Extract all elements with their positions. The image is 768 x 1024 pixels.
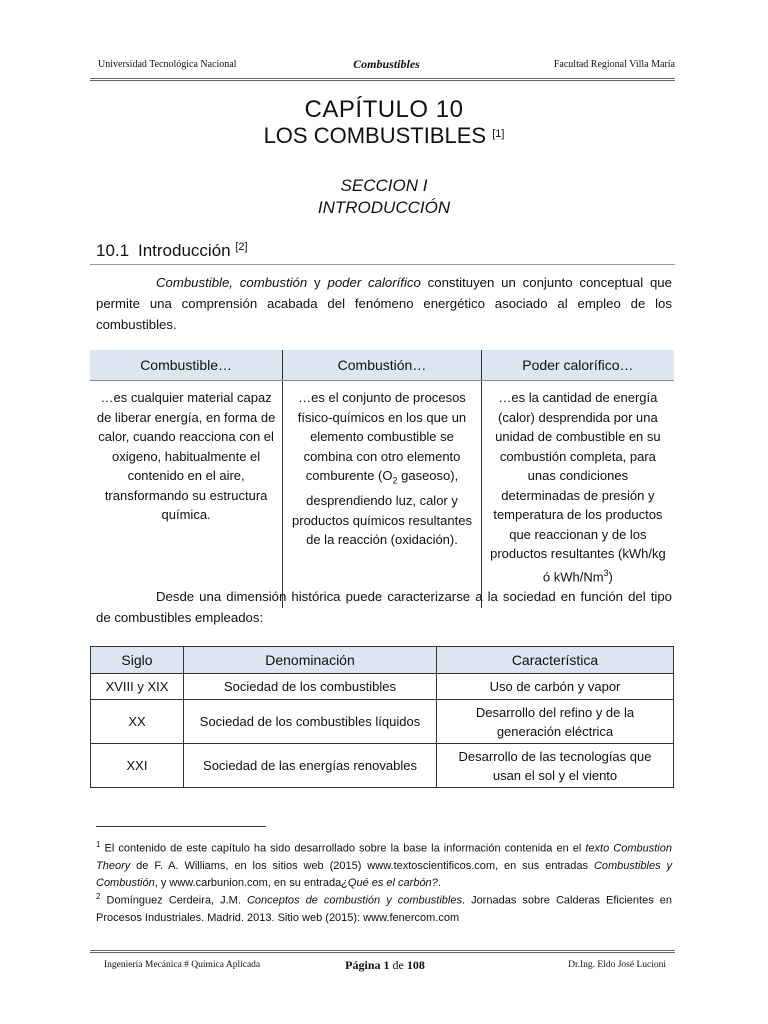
hist-denominacion: Sociedad de los combustibles	[184, 674, 437, 700]
fn1-text-c: , y www.carbunion.com, en su entrada	[154, 876, 342, 889]
fn1-text-b: de F. A. Williams, en los sitios web (2015) www.textoscientificos.com, en sus entradas	[130, 859, 594, 872]
def-poder-sup: 3	[603, 567, 609, 578]
history-text: Desde una dimensión histórica puede caracterizarse a la sociedad en función del tipo de combustibles empleados:	[96, 589, 672, 625]
hist-siglo: XX	[91, 700, 184, 744]
footnote-1	[96, 836, 672, 892]
footnote-rule	[96, 826, 266, 827]
footer-rule	[90, 950, 675, 953]
hist-header-caracteristica: Característica	[437, 647, 674, 674]
header-university: Universidad Tecnológica Nacional	[98, 59, 237, 70]
def-combustion-text-a: …es el conjunto de procesos físico-químicos en los que un elemento combustible se combina con otro elemento comburente (O	[297, 390, 467, 483]
definitions-body-row	[90, 381, 674, 609]
hist-caracteristica: Uso de carbón y vapor	[437, 674, 674, 700]
hist-siglo: XXI	[91, 744, 184, 788]
fn1-em3: ¿Qué es el carbón?	[341, 876, 438, 889]
footnote-2	[96, 888, 672, 927]
hist-denominacion: Sociedad de los combustibles líquidos	[184, 700, 437, 744]
section-heading	[96, 241, 248, 261]
page-header	[98, 56, 675, 74]
footer-author: Dr.Ing. Eldo José Lucioni	[568, 960, 666, 970]
heading-title: Introducción	[138, 241, 231, 260]
hist-caracteristica: Desarrollo de las tecnologías que usan el sol y el viento	[437, 744, 674, 788]
def-header-combustible: Combustible…	[90, 350, 283, 381]
fn1-em2: Combustibles y Combustión	[96, 859, 673, 889]
fn2-em: Conceptos de combustión y combustibles	[246, 894, 462, 907]
fn1-text-a: El contenido de este capítulo ha sido desarrollado sobre la base la información contenida en el	[100, 842, 586, 855]
table-row	[91, 744, 674, 788]
intro-rest: constituyen un conjunto conceptual que permite una comprensión acabada del fenómeno energético asociado al empleo de los combustibles.	[96, 275, 672, 332]
history-table	[90, 646, 674, 788]
page-current: 1	[383, 958, 390, 972]
header-faculty: Facultad Regional Villa María	[553, 59, 675, 70]
section-title: INTRODUCCIÓN	[317, 198, 451, 217]
chapter-title: CAPÍTULO 10	[304, 96, 464, 123]
fn1-text-d: .	[437, 876, 441, 889]
footer-course: Ingeniería Mecánica # Química Aplicada	[104, 960, 261, 970]
hist-denominacion: Sociedad de las energías renovables	[184, 744, 437, 788]
intro-em2: poder calorífico	[327, 275, 421, 290]
fn2-text-b: . Jornadas sobre Calderas Eficientes en Procesos Industriales. Madrid. 2013. Sitio web (2015): www.fenercom.com	[96, 894, 672, 924]
page-footer	[104, 958, 666, 974]
definitions-header-row	[90, 350, 674, 381]
fn1-em1: texto Combustion Theory	[96, 842, 672, 872]
page-label: Página	[345, 958, 384, 972]
def-poder	[481, 381, 674, 609]
hist-siglo: XVIII y XIX	[91, 674, 184, 700]
header-subject: Combustibles	[353, 57, 420, 71]
header-rule	[90, 78, 675, 81]
def-header-poder: Poder calorífico…	[481, 350, 674, 381]
def-combustion	[283, 381, 482, 609]
history-header-row	[91, 647, 674, 674]
definitions-table	[90, 350, 674, 608]
def-header-combustion: Combustión…	[283, 350, 482, 381]
page-total: 108	[406, 958, 425, 972]
def-poder-text-a: …es la cantidad de energía (calor) desprendida por una unidad de combustible en su combustión completa, para unas condiciones determinadas de presión y temperatura de los productos que reaccionan y de los productos resultantes (kWh/kg ó kWh/Nm	[490, 390, 666, 584]
table-row	[91, 674, 674, 700]
heading-rule	[90, 264, 675, 265]
hist-caracteristica: Desarrollo del refino y de la generación eléctrica	[437, 700, 674, 744]
def-poder-text-b: )	[608, 568, 613, 584]
chapter-ref[interactable]: [1]	[492, 128, 505, 140]
def-combustion-sub: 2	[392, 475, 398, 486]
footnote-2-num: 2	[96, 892, 101, 901]
intro-plain: y	[307, 275, 328, 290]
table-row	[91, 700, 674, 744]
intro-paragraph	[96, 272, 672, 335]
def-combustion-text-b: gaseoso), desprendiendo luz, calor y productos químicos resultantes de la reacción (oxidación).	[292, 468, 472, 548]
def-combustible: …es cualquier material capaz de liberar energía, en forma de calor, cuando reacciona con el oxigeno, habitualmente el contenido en el aire, transformando su estructura química.	[90, 381, 283, 609]
intro-em1: Combustible, combustión	[156, 275, 308, 290]
fn2-text-a: Domínguez Cerdeira, J.M.	[100, 894, 247, 907]
footnote-1-num: 1	[96, 840, 101, 849]
hist-header-denominacion: Denominación	[184, 647, 437, 674]
chapter-subtitle-text: LOS COMBUSTIBLES	[263, 123, 487, 148]
heading-ref[interactable]: [2]	[235, 241, 248, 253]
heading-number: 10.1	[96, 241, 130, 260]
hist-header-siglo: Siglo	[91, 647, 184, 674]
section-label: SECCION I	[340, 176, 428, 195]
chapter-subtitle	[0, 123, 768, 149]
page-of: de	[389, 958, 407, 972]
history-paragraph	[96, 586, 672, 628]
